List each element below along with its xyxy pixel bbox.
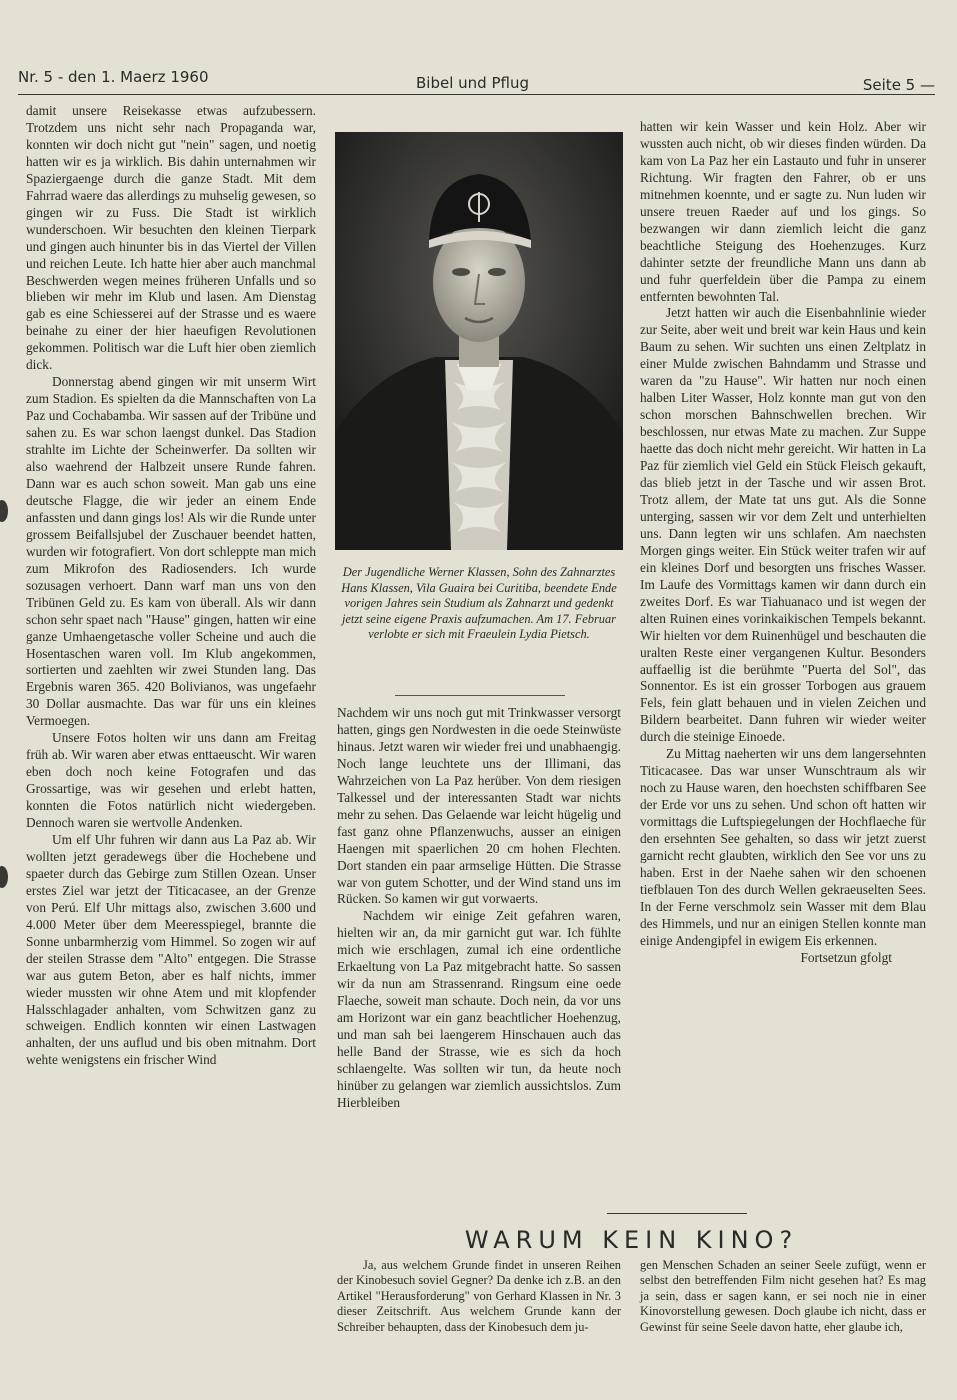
paragraph: damit unsere Reisekasse etwas aufzubessern. Trotzdem uns nicht sehr nach Propaganda war, konnten wir doch nicht gut "nein" sagen, und noetig hatten wir es ja wirklich. Bis dahin unternahmen wir Spaziergaenge durch die ganze Stadt. Mit dem Fahrrad waere das allerdings zu muhselig gewesen, so gingen wir zu Fuss. Die Stadt ist wirklich wunderschoen. Wir besuchten den kleinen Tierpark und gingen auch hinunter bis in das Viertel der Villen und reichen Leute. Ich hatte hier aber auch manchmal Beschwerden wegen meines früheren Unfalls und so blieben wir mehr im Klub und lasen. Am Dienstag gab es eine Schiesserei auf der Strasse und es waere beinahe zu einer der hier haeufigen Revolutionen gekommen. Politisch war die Luft hier oben ziemlich dick. [26, 103, 316, 373]
portrait-photo [335, 132, 623, 550]
portrait-illustration [335, 132, 623, 550]
article-divider [607, 1213, 747, 1214]
paragraph: Unsere Fotos holten wir uns dann am Freitag früh ab. Wir waren aber etwas enttaeuscht. Wir waren eben doch noch keine Fotografen und das Grossartige, was wir gesehen und erlebt hatten, konnten die Fotos natürlich nicht wiedergeben. Dennoch waren sie wertvolle Andenken. [26, 730, 316, 831]
paragraph: Jetzt hatten wir auch die Eisenbahnlinie wieder zur Seite, aber weit und breit war kein Haus und kein Baum zu sehen. Wir suchten uns einen Zeltplatz in einer Mulde zwischen Bahndamm und Strasse und waren da "zu Hause". Wir hatten nur noch einen halben Liter Wasser, Holz konnte man gut von den schon morschen Bahnschwellen brechen. Wir beschlossen, nur etwas Mate zu machen. Zur Suppe haette das doch nicht mehr gereicht. Wir hatten in La Paz für ziemlich viel Geld ein Stück Fleisch gekauft, das blieb jetzt in der Tasche und wir assen Brot. Trotz allem, der Mate tat uns gut. Als die Sonne unterging, sassen wir vor dem Zelt und unterhielten uns. Dann legten wir uns schlafen. Am naechsten Morgen gings weiter. Ein Stück weiter trafen wir auf ein kleines Dorf und besorgten uns frisches Wasser. Im Laufe des Vormittags kamen wir dann durch ein zweites Dorf. Es war Tiahuanaco und ist wegen der alten Ruinen eines vorinkaikischen Tempels bekannt. Wir hielten vor dem Ruinenhügel und beschauten die uralten Reste einer vergangenen Kultur. Besonders auffaellig ist die berühmte "Puerta del Sol", das Sonnentor. Es ist ein grosser Torbogen aus grauem Fels, fein glatt behauen und in vielen Zeichen und Bildern bearbeitet. Dann fuhren wir wieder weiter durch die steinige Einoede. [640, 305, 926, 745]
left-column [26, 103, 316, 1069]
paragraph: Zu Mittag naeherten wir uns dem langersehnten Titicacasee. Das war unser Wunschtraum als wir noch zu Hause waren, den hoechsten schiffbaren See der Erde vor uns zu sehen. Und schon oft hatten wir vormittags die Luftspiegelungen der Hochflaeche für den ersehnten See gehalten, so dass wir jetzt zuerst garnicht recht glaubten, wirklich den See vor uns zu haben. Erst in der Naehe sahen wir den schoenen tiefblauen Ton des durch Wellen gekraeuselten Sees. In der Ferne verschmolz sein Wasser mit dem Blau des Himmels, und nur an einigen Stellen konnte man einige Andengipfel in ewigem Eis erkennen. [640, 746, 926, 948]
paragraph: Ja, aus welchem Grunde findet in unseren Reihen der Kinobesuch soviel Gegner? Da denke ich z.B. an den Artikel "Herausforderung" von Gerhard Klassen in Nr. 3 dieser Zeitschrift. Aus welchem Grunde kann der Schreiber behaupten, dass der Kinobesuch dem ju- [337, 1258, 621, 1334]
binding-hole [0, 866, 8, 888]
article-title: WARUM KEIN KINO? [464, 1226, 799, 1254]
article-column-1 [337, 1258, 621, 1335]
paragraph: Donnerstag abend gingen wir mit unserm Wirt zum Stadion. Es spielten da die Mannschaften von La Paz und Cochabamba. Wir sassen auf der Tribüne und sahen zu. Es war schon laengst dunkel. Das Stadion strahlte im Lichte der Scheinwerfer. Da sollten wir also waehrend der Halbzeit unsere Runde fahren. Dann war es auch schon soweit. Man gab uns eine deutsche Flagge, die wir jeder an einem Ende anfassten und dann gings los! Als wir die Runde unter grossem Beifallsjubel der Zuschauer beendet hatten, wurden wir fotografiert. Von dort schleppte man mich zum Mikrofon des Radiosenders. Ich wurde sozusagen verhoert. Dann warf man uns von den Tribünen Geld zu. Es kam von überall. Als wir dann schon sehr spaet nach "Hause" gingen, hatten wir eine ganze Umhaengetasche voller Scheine und auch die Hosentaschen waren voll. Im Klub angekommen, sortierten und zaehlten wir zwei Stunden lang. Das Ergebnis waren 365. 420 Bolivianos, was ungefaehr 30 Dollar ausmachte. Das war für uns ein kleines Vermoegen. [26, 374, 316, 729]
caption-divider [395, 695, 565, 696]
paragraph: hatten wir kein Wasser und kein Holz. Aber wir wussten auch nicht, ob wir dieses finden würden. Da kam von La Paz her ein Lastauto und fuhr in unserer Richtung. Wir fragten den Fahrer, ob er uns mitnehmen koennte, und er sagte zu. Nun luden wir unsere treuen Raeder auf und los gings. So bezwangen wir dann ziemlich leicht die ganz beachtliche Steigung des Hoehenzuges. Kurz dahinter setzte der freundliche Mann uns dann ab und fuhr querfeldein über die Pampa zu einem entfernten bewohnten Tal. [640, 119, 926, 304]
paragraph: Um elf Uhr fuhren wir dann aus La Paz ab. Wir wollten jetzt geradewegs über die Hochebene und spaeter durch das Gebirge zum Stillen Ozean. Unser erstes Ziel war jetzt der Titicacasee, an der Grenze von Perú. Elf Uhr mittags also, zwischen 3.600 und 4.000 Meter über dem Meeresspiegel, brannte die Sonne unbarmherzig vom Himmel. So zogen wir auf der steilen Strasse dem "Alto" entgegen. Die Strasse war aus gutem Beton, aber es half nichts, immer wieder mussten wir ohne Atem und mit klopfender Halsschlagader anhalten, vom Schwitzen ganz zu schweigen. Endlich konnten wir einen Lastwagen anhalten, der uns auflud und bis oben mitnahm. Dort wehte wenigstens ein frischer Wind [26, 831, 316, 1068]
page-number: Seite 5 — [862, 76, 935, 94]
issue-date: Nr. 5 - den 1. Maerz 1960 [18, 68, 209, 86]
paragraph: gen Menschen Schaden an seiner Seele zufügt, wenn er selbst den betreffenden Film nicht gesehen hat? Es mag ja sein, dass er sagen kann, er sei noch nie in einer Kinovorstellung gewesen. Doch glaube ich nicht, dass er Gewinst für seine Seele davon hatte, eher glaube ich, [640, 1258, 926, 1334]
continued-notice: Fortsetzun gfolgt [800, 949, 892, 965]
article-column-2 [640, 1258, 926, 1335]
page-header [18, 66, 935, 95]
paragraph: Nachdem wir einige Zeit gefahren waren, hielten wir an, da mir garnicht gut war. Ich fühlte mich wie erschlagen, zumal ich eine ordentliche Erkaeltung von La Paz mitgebracht hatte. So sassen wir da nun am Strassenrand. Ringsum eine oede Flaeche, soweit man schaute. Doch nein, da vor uns am Horizont war ein ganz beachtlicher Hoehenzug, und man sah bei laengerem Hinschauen auch das helle Band der Strasse, wie es sich da hoch schlaengelte. Was sollten wir tun, da heute noch hinüber zu gelangen war ziemlich aussichtslos. Zum Hierbleiben [337, 908, 621, 1110]
paragraph: Nachdem wir uns noch gut mit Trinkwasser versorgt hatten, gings gen Nordwesten in die oede Steinwüste hinaus. Jetzt waren wir wieder frei und unabhaengig. Noch lange leuchtete uns der Illimani, das Wahrzeichen von La Paz herüber. Von dem riesigen Talkessel und der interessanten Stadt war nichts mehr zu sehen. Das Gelaende war leicht hügelig und fast ganz ohne Pflanzenwuchs, ausser an einigen Haengen mit spaerlichen 20 cm hohen Flechten. Dort standen ein paar armselige Hütten. Die Strasse war von gutem Schotter, und der Wind stand uns im Rücken. So kamen wir gut vorwaerts. [337, 705, 621, 907]
binding-hole [0, 500, 8, 522]
middle-column [337, 705, 621, 1112]
right-column [640, 119, 926, 967]
photo-caption: Der Jugendliche Werner Klassen, Sohn des Zahnarztes Hans Klassen, Vila Guaira bei Curitiba, beendete Ende vorigen Jahres sein Studium als Zahnarzt und gedenkt jetzt seine eigene Praxis aufzumachen. Am 17. Februar verlobte er sich mit Fraeulein Lydia Pietsch. [341, 565, 617, 642]
publication-title: Bibel und Pflug [416, 74, 529, 92]
